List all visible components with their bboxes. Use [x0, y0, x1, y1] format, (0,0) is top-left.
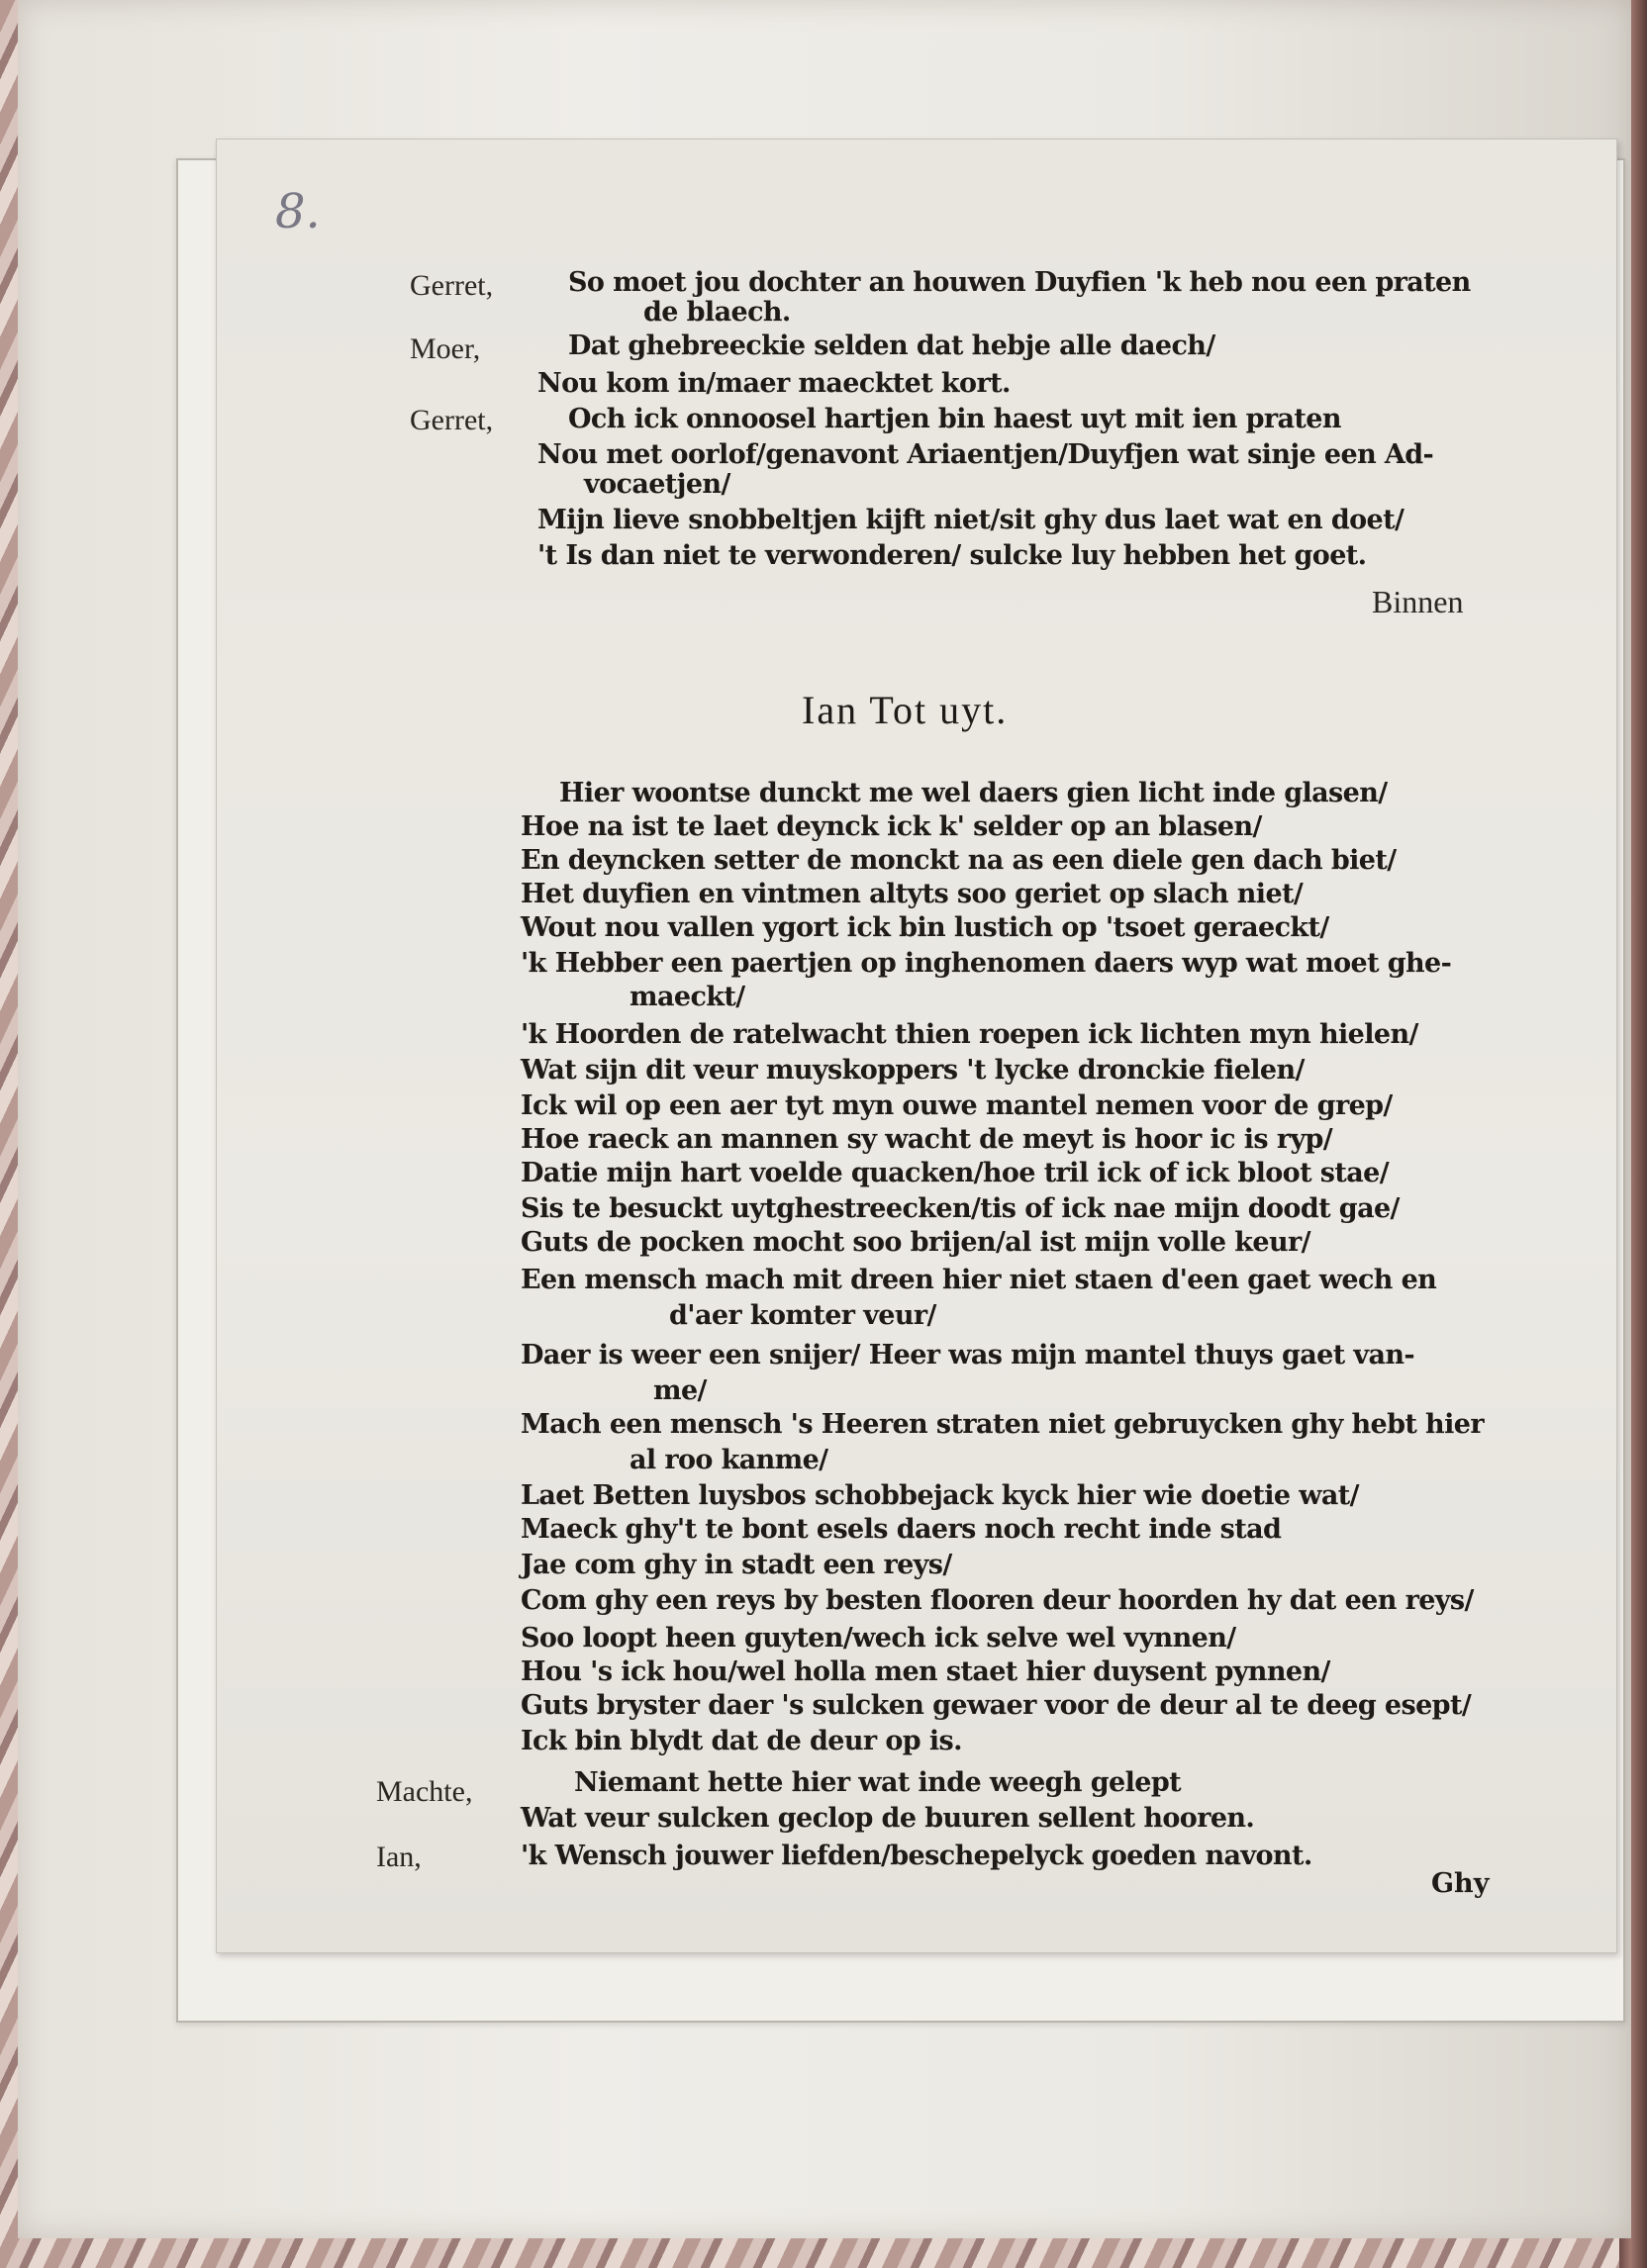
verse-line: Mijn lieve snobbeltjen kijft niet/sit ghy dus laet wat en doet/: [537, 505, 1405, 535]
verse-line: Dat ghebreeckie selden dat hebje alle daech/: [568, 331, 1215, 361]
catchword-binnen: Binnen: [1372, 584, 1464, 619]
verse-line: de blaech.: [643, 297, 791, 328]
verse-line: me/: [653, 1375, 707, 1406]
verse-line: Ick bin blydt dat de deur op is.: [521, 1726, 962, 1756]
verse-line: Ick wil op een aer tyt myn ouwe mantel nemen voor de grep/: [521, 1090, 1393, 1121]
catchword-ghy: Ghy: [1431, 1868, 1490, 1899]
folio-number: 8.: [275, 184, 321, 239]
verse-line: Hoe na ist te laet deynck ick k' selder op an blasen/: [521, 811, 1262, 842]
verse-line: Maeck ghy't te bont esels daers noch recht inde stad: [521, 1514, 1282, 1545]
verse-line: Guts de pocken mocht soo brijen/al ist mijn volle keur/: [521, 1227, 1310, 1258]
verse-line: al roo kanme/: [630, 1445, 828, 1475]
verse-line: Jae com ghy in stadt een reys/: [521, 1550, 952, 1580]
verse-line: Guts bryster daer 's sulcken gewaer voor de deur al te deeg esept/: [521, 1690, 1472, 1721]
speaker-moer: Moer,: [410, 332, 481, 365]
verse-line: Sis te besuckt uytghestreecken/tis of ick nae mijn doodt gae/: [521, 1193, 1400, 1224]
speaker-ian: Ian,: [376, 1841, 422, 1873]
verse-line: d'aer komter veur/: [669, 1300, 936, 1331]
verse-line: 'k Hoorden de ratelwacht thien roepen ick lichten myn hielen/: [521, 1019, 1418, 1050]
verse-line: 't Is dan niet te verwonderen/ sulcke luy hebben het goet.: [537, 540, 1367, 571]
verse-line: Com ghy een reys by besten flooren deur hoorden hy dat een reys/: [521, 1585, 1474, 1616]
verse-line: Laet Betten luysbos schobbejack kyck hier wie doetie wat/: [521, 1480, 1359, 1511]
verse-line: Wat sijn dit veur muyskoppers 't lycke dronckie fielen/: [521, 1055, 1305, 1086]
verse-line: Soo loopt heen guyten/wech ick selve wel vynnen/: [521, 1623, 1236, 1654]
verse-line: Hoe raeck an mannen sy wacht de meyt is hoor ic is ryp/: [521, 1124, 1333, 1155]
verse-line: Hou 's ick hou/wel holla men staet hier duysent pynnen/: [521, 1656, 1330, 1687]
verse-line: Hier woontse dunckt me wel daers gien licht inde glasen/: [559, 778, 1388, 808]
speaker-machte: Machte,: [376, 1775, 473, 1808]
verse-line: Het duyfien en vintmen altyts soo geriet op slach niet/: [521, 879, 1304, 909]
verse-line: Niemant hette hier wat inde weegh gelept: [574, 1767, 1182, 1798]
verse-line: Mach een mensch 's Heeren straten niet gebruycken ghy hebt hier: [521, 1409, 1484, 1440]
verse-line: En deyncken setter de monckt na as een diele gen dach biet/: [521, 845, 1397, 876]
verse-line: Wat veur sulcken geclop de buuren sellent hooren.: [521, 1803, 1255, 1834]
verse-line: Nou met oorlof/genavont Ariaentjen/Duyfjen wat sinje een Ad-: [537, 439, 1434, 470]
verse-line: Nou kom in/maer maecktet kort.: [537, 368, 1011, 399]
verse-line: Een mensch mach mit dreen hier niet staen d'een gaet wech en: [521, 1265, 1437, 1295]
verse-line: maeckt/: [630, 982, 745, 1012]
verse-line: So moet jou dochter an houwen Duyfien 'k heb nou een praten: [568, 267, 1471, 298]
verse-line: Wout nou vallen ygort ick bin lustich op 'tsoet geraeckt/: [521, 912, 1329, 943]
speaker-gerret-2: Gerret,: [410, 404, 494, 436]
verse-line: Daer is weer een snijer/ Heer was mijn mantel thuys gaet van-: [521, 1340, 1415, 1370]
verse-line: Datie mijn hart voelde quacken/hoe tril ick of ick bloot stae/: [521, 1158, 1389, 1188]
verse-line: Och ick onnoosel hartjen bin haest uyt mit ien praten: [568, 404, 1341, 434]
verse-line: vocaetjen/: [584, 469, 730, 500]
speaker-gerret-1: Gerret,: [410, 269, 494, 302]
verse-line: 'k Hebber een paertjen op inghenomen daers wyp wat moet ghe-: [521, 948, 1452, 979]
scene-heading: Ian Tot uyt.: [802, 688, 1009, 732]
verse-line: 'k Wensch jouwer liefden/beschepelyck goeden navont.: [521, 1841, 1312, 1871]
